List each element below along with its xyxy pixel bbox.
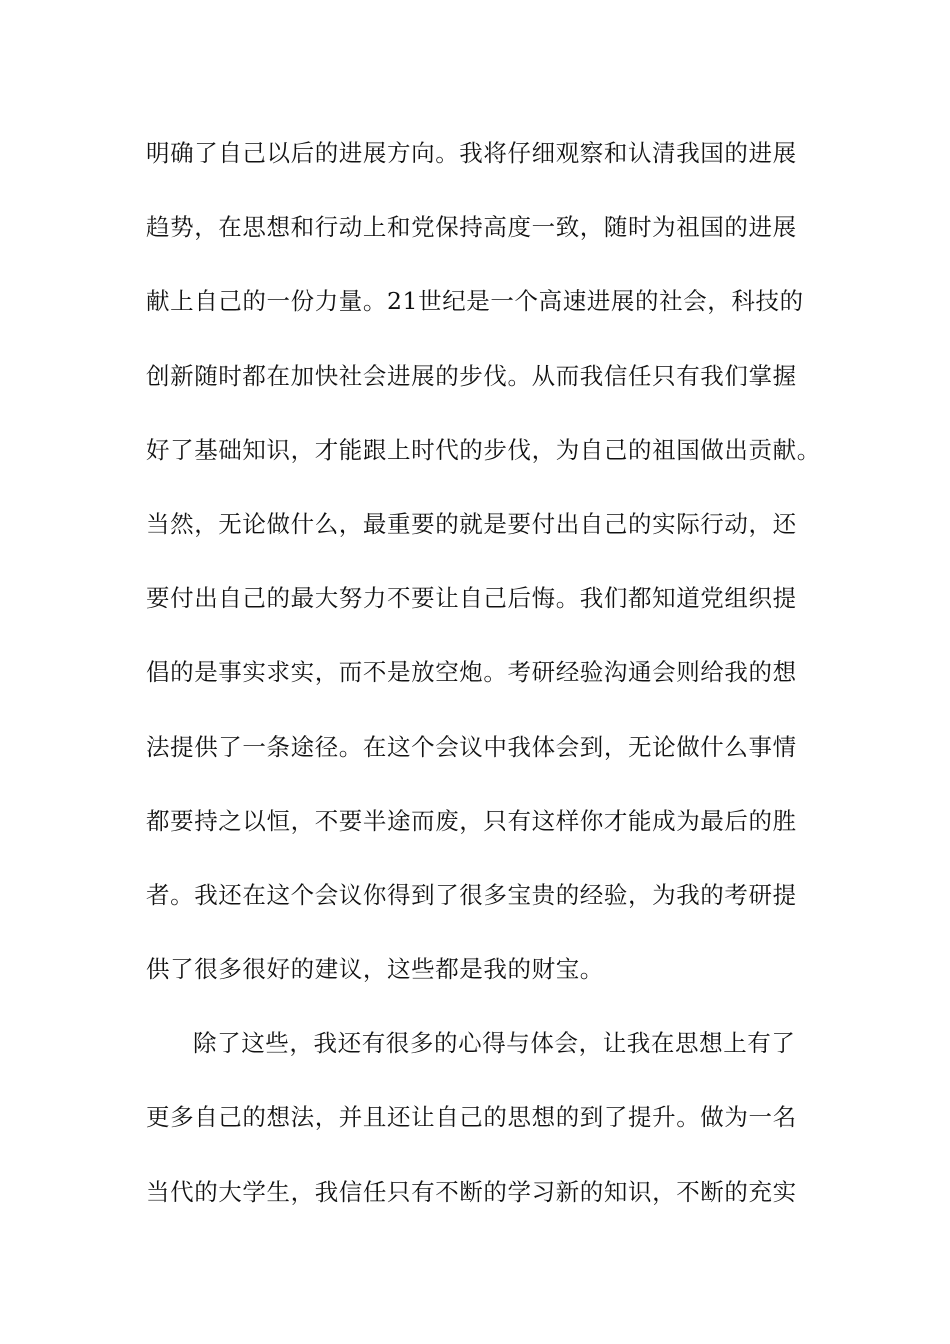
text-line: 创新随时都在加快社会进展的步伐。从而我信任只有我们掌握 xyxy=(146,361,797,390)
document-body xyxy=(146,133,836,1246)
text-line: 要付出自己的最大努力不要让自己后悔。我们都知道党组织提 xyxy=(146,584,797,613)
text-line: 更多自己的想法，并且还让自己的思想的到了提升。做为一名 xyxy=(146,1103,797,1132)
text-line: 倡的是事实求实，而不是放空炮。考研经验沟通会则给我的想 xyxy=(146,658,797,687)
text-line: 者。我还在这个会议你得到了很多宝贵的经验，为我的考研提 xyxy=(146,880,797,909)
text-line: 法提供了一条途径。在这个会议中我体会到，无论做什么事情 xyxy=(146,732,797,761)
text-line: 献上自己的一份力量。21世纪是一个高速进展的社会，科技的 xyxy=(146,287,804,316)
text-line: 趋势，在思想和行动上和党保持高度一致，随时为祖国的进展 xyxy=(146,213,797,242)
text-line: 明确了自己以后的进展方向。我将仔细观察和认清我国的进展 xyxy=(146,139,797,167)
text-line: 当然，无论做什么，最重要的就是要付出自己的实际行动，还 xyxy=(146,509,797,538)
text-line: 好了基础知识，才能跟上时代的步伐，为自己的祖国做出贡献。 xyxy=(146,435,821,464)
paragraph-first-line: 除了这些，我还有很多的心得与体会，让我在思想上有了 xyxy=(193,1029,796,1058)
text-line: 都要持之以恒，不要半途而废，只有这样你才能成为最后的胜 xyxy=(146,806,797,835)
text-line: 供了很多很好的建议，这些都是我的财宝。 xyxy=(146,955,604,984)
text-line: 当代的大学生，我信任只有不断的学习新的知识，不断的充实 xyxy=(146,1177,797,1206)
